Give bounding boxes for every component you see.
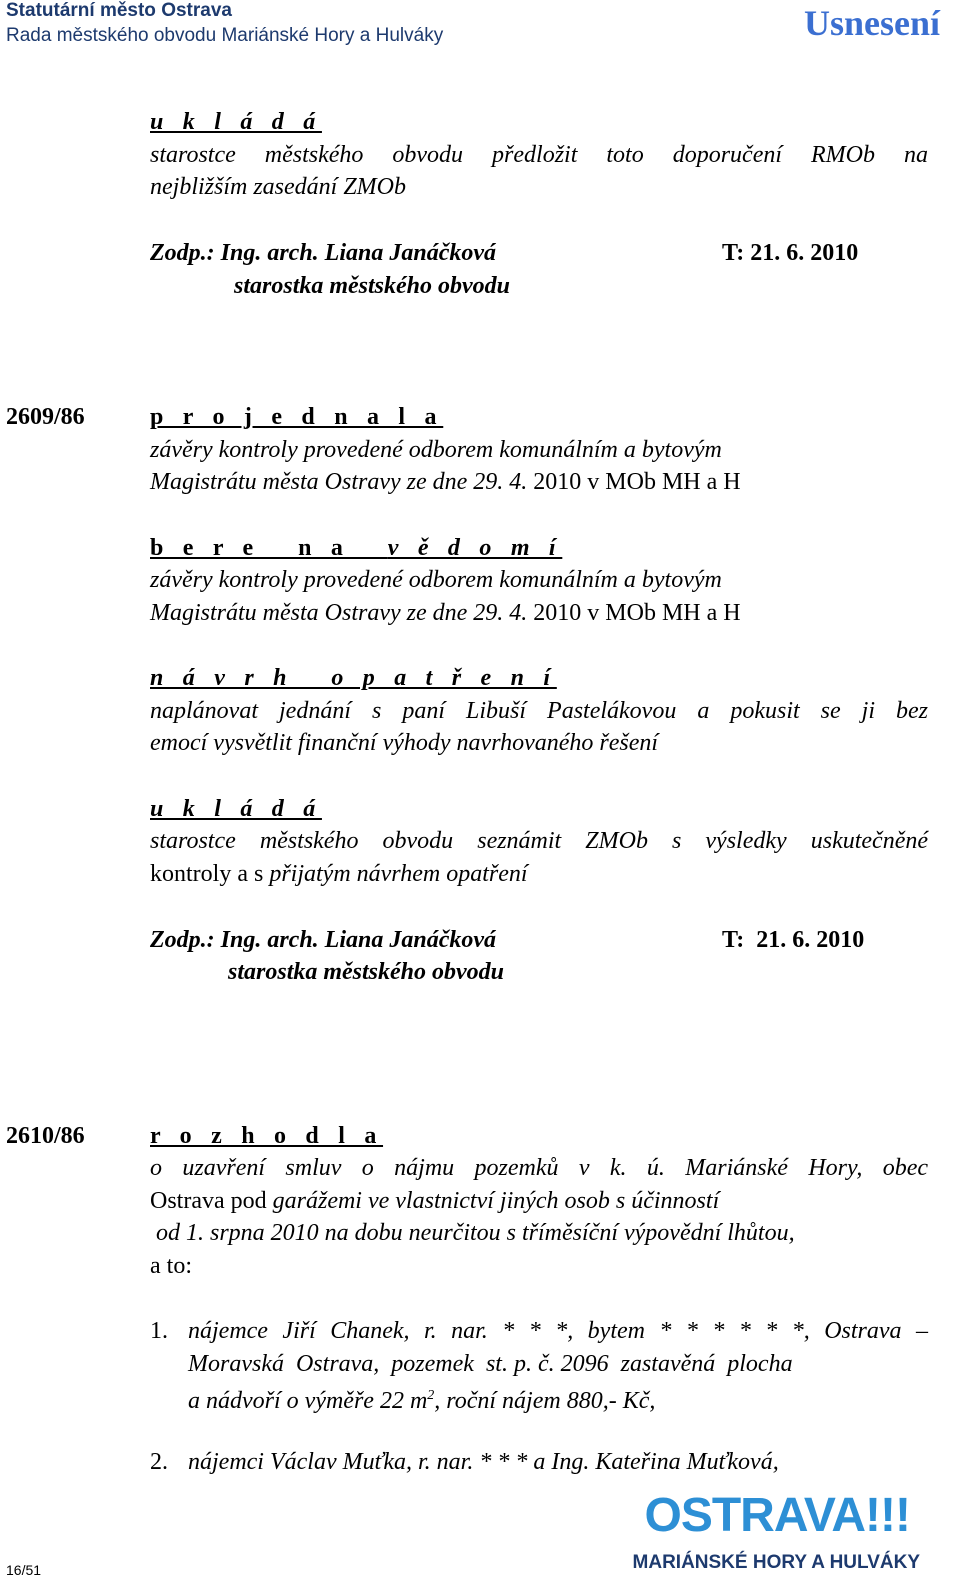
responsible-person: Zodp.: Ing. arch. Liana Janáčková: [150, 240, 497, 266]
res2610-text-1b-italic: garážemi ve vlastnictví jiných osob s účinností: [272, 1188, 720, 1214]
res2610-text-1a: o uzavření smluv o nájmu pozemků v k. ú. Mariánské Hory, obec: [150, 1155, 928, 1181]
block1-text-line2: nejbližším zasedání ZMOb: [150, 174, 407, 200]
keyword-navrh-opatreni: n á v r h o p a t ř e n í: [150, 665, 557, 691]
list-item-number: 1.: [150, 1318, 168, 1344]
res2609-text-1b-rest: 2010 v MOb MH a H: [527, 469, 741, 495]
res2609-text-1b-italic: Magistrátu města Ostravy ze dne 29. 4.: [150, 469, 528, 495]
res2609-text-2b-italic: Magistrátu města Ostravy ze dne 29. 4.: [150, 600, 528, 626]
res2610-text-1d: a to:: [150, 1253, 192, 1279]
page-number: 16/51: [6, 1562, 42, 1578]
document-type-title: Usnesení: [803, 3, 940, 43]
res2609-text-4a: starostce městského obvodu seznámit ZMOb s výsledky uskutečněné: [150, 828, 928, 854]
res2609-text-2b-rest: 2010 v MOb MH a H: [527, 600, 741, 626]
block1-text-line1: starostce městského obvodu předložit toto doporučení RMOb na: [150, 142, 928, 168]
keyword-uklada: u k l á d á: [150, 109, 322, 135]
responsible-person-2: Zodp.: Ing. arch. Liana Janáčková: [150, 927, 497, 953]
keyword-uklada-2: u k l á d á: [150, 796, 322, 822]
list-item-1-line1-text: nájemce Jiří Chanek, r. nar. * * *, bytem * * * * * *, Ostrava –: [188, 1318, 928, 1344]
list-item-1-line3-a: a nádvoří o výměře 22 m: [188, 1388, 428, 1414]
res2609-text-4b-italic: přijatým návrhem opatření: [269, 861, 528, 887]
res2609-text-3b: emocí vysvětlit finanční výhody navrhovaného řešení: [150, 730, 659, 756]
res2609-text-4b: [150, 858, 528, 890]
organization-name: Statutární město Ostrava: [6, 0, 232, 21]
responsible-role-2: starostka městského obvodu: [228, 959, 505, 985]
res2609-text-4b-upright: kontroly a s: [150, 861, 270, 887]
list-item-number-2: 2.: [150, 1449, 168, 1475]
keyword-bere-na: b e r e n a: [150, 535, 388, 561]
district-logo-subtitle: MARIÁNSKÉ HORY A HULVÁKY: [632, 1552, 920, 1573]
responsible-role: starostka městského obvodu: [234, 273, 511, 299]
res2609-text-1a: závěry kontroly provedené odborem komunálním a bytovým: [150, 437, 722, 463]
resolution-number: 2609/86: [6, 404, 85, 430]
deadline-2: T: 21. 6. 2010: [722, 927, 865, 953]
res2609-text-1b: [150, 466, 741, 498]
res2610-text-1b: [150, 1185, 719, 1217]
list-item-1-line3-b: , roční nájem 880,- Kč,: [434, 1388, 656, 1414]
resolution-number-2: 2610/86: [6, 1123, 85, 1149]
deadline: T: 21. 6. 2010: [722, 240, 859, 266]
res2609-text-2a: závěry kontroly provedené odborem komunálním a bytovým: [150, 567, 722, 593]
superscript: 2: [427, 1388, 435, 1403]
ostrava-logo: OSTRAVA!!!: [644, 1489, 910, 1542]
res2609-text-2b: [150, 597, 741, 629]
res2610-text-1c: od 1. srpna 2010 na dobu neurčitou s tříměsíční výpovědní lhůtou,: [150, 1220, 795, 1246]
keyword-bere-na-vedomi: [150, 532, 562, 564]
res2610-text-1b-upright: Ostrava pod: [150, 1188, 273, 1214]
keyword-projednala: p r o j e d n a l a: [150, 404, 444, 430]
list-item-1-line2: Moravská Ostrava, pozemek st. p. č. 2096 zastavěná plocha: [188, 1351, 793, 1377]
keyword-rozhodla: r o z h o d l a: [150, 1123, 384, 1149]
res2609-text-3a: naplánovat jednání s paní Libuší Pastelákovou a pokusit se ji bez: [150, 698, 928, 724]
keyword-vedomi: v ě d o m í: [387, 535, 563, 561]
list-item-1-line3: [188, 1380, 655, 1417]
list-item-2-line1: nájemci Václav Muťka, r. nar. * * * a Ing. Kateřina Muťková,: [188, 1449, 779, 1475]
council-name: Rada městského obvodu Mariánské Hory a Hulváky: [6, 25, 444, 46]
